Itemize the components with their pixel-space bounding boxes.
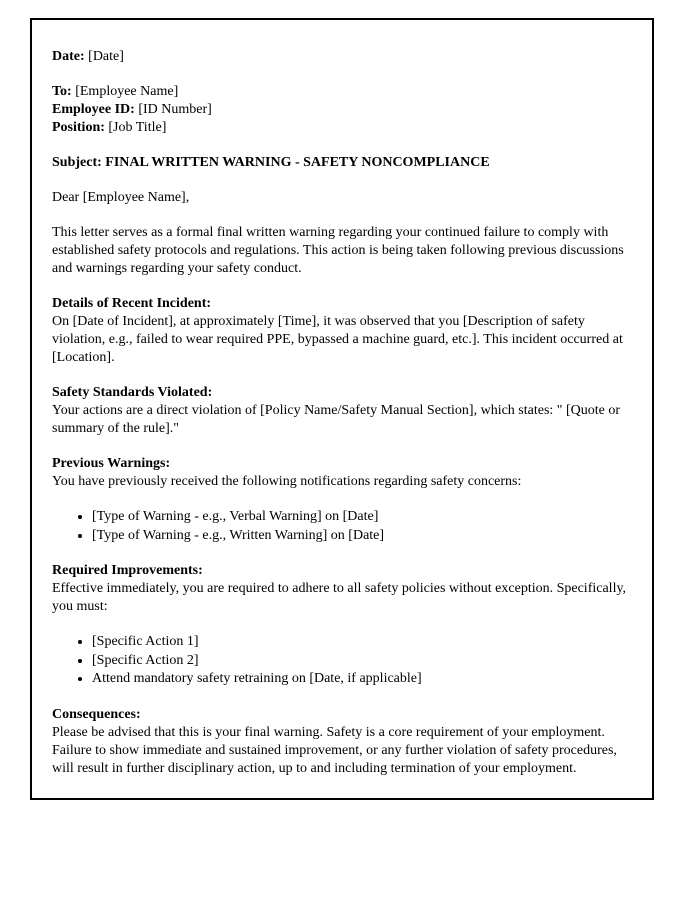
list-item: • [Type of Warning - e.g., Written Warning] on [Date] bbox=[92, 527, 630, 546]
section-previous-warnings bbox=[52, 455, 630, 545]
position-label: Position: bbox=[52, 120, 105, 135]
section-safety-standards-violated bbox=[52, 384, 630, 438]
section-consequences bbox=[52, 706, 630, 778]
section-details-of-recent-incident bbox=[52, 295, 630, 367]
section-heading: Details of Recent Incident: bbox=[52, 296, 212, 311]
section-body: Your actions are a direct violation of [Policy Name/Safety Manual Section], which states: " [Quote or summary of the rule]." bbox=[52, 403, 621, 436]
to-line bbox=[52, 83, 630, 101]
recipient-block bbox=[52, 83, 630, 137]
employee-id-line bbox=[52, 101, 630, 119]
section-required-improvements bbox=[52, 562, 630, 689]
to-label: To: bbox=[52, 84, 72, 99]
section-heading: Previous Warnings: bbox=[52, 456, 171, 471]
date-line bbox=[52, 48, 630, 66]
employee-id-value: [ID Number] bbox=[138, 102, 212, 117]
section-body: On [Date of Incident], at approximately [Time], it was observed that you [Description of safety violation, e.g., failed to wear required PPE, bypassed a machine guard, etc.]. This incident occurred at [Location]. bbox=[52, 314, 623, 365]
list-item: • [Specific Action 1] bbox=[92, 633, 630, 652]
list-item: • Attend mandatory safety retraining on [Date, if applicable] bbox=[92, 670, 630, 689]
section-heading: Required Improvements: bbox=[52, 563, 203, 578]
salutation: Dear [Employee Name], bbox=[52, 190, 190, 205]
to-value: [Employee Name] bbox=[75, 84, 179, 99]
position-line bbox=[52, 119, 630, 137]
position-value: [Job Title] bbox=[108, 120, 167, 135]
letter-page bbox=[30, 18, 654, 800]
date-value: [Date] bbox=[88, 49, 124, 64]
section-body: You have previously received the following notifications regarding safety concerns: bbox=[52, 474, 522, 489]
section-body: Please be advised that this is your final warning. Safety is a core requirement of your employment. Failure to show immediate and sustained improvement, or any further violation of safety procedures, will result in further disciplinary action, up to and including termination of your employment. bbox=[52, 724, 617, 776]
section-heading: Consequences: bbox=[52, 706, 141, 722]
subject-line bbox=[52, 154, 630, 172]
intro-paragraph: This letter serves as a formal final written warning regarding your continued failure to comply with established safety protocols and regulations. This action is being taken following previous discussions and warnings regarding your safety conduct. bbox=[52, 225, 624, 276]
date-label: Date: bbox=[52, 49, 85, 64]
list-item: • [Type of Warning - e.g., Verbal Warning] on [Date] bbox=[92, 508, 630, 527]
section-heading: Safety Standards Violated: bbox=[52, 385, 213, 400]
subject-text: Subject: FINAL WRITTEN WARNING - SAFETY NONCOMPLIANCE bbox=[52, 155, 490, 170]
list-item: • [Specific Action 2] bbox=[92, 652, 630, 671]
required-improvements-list bbox=[52, 633, 630, 689]
section-body: Effective immediately, you are required to adhere to all safety policies without exception. Specifically, you must: bbox=[52, 581, 627, 614]
employee-id-label: Employee ID: bbox=[52, 102, 135, 117]
previous-warnings-list bbox=[52, 508, 630, 545]
